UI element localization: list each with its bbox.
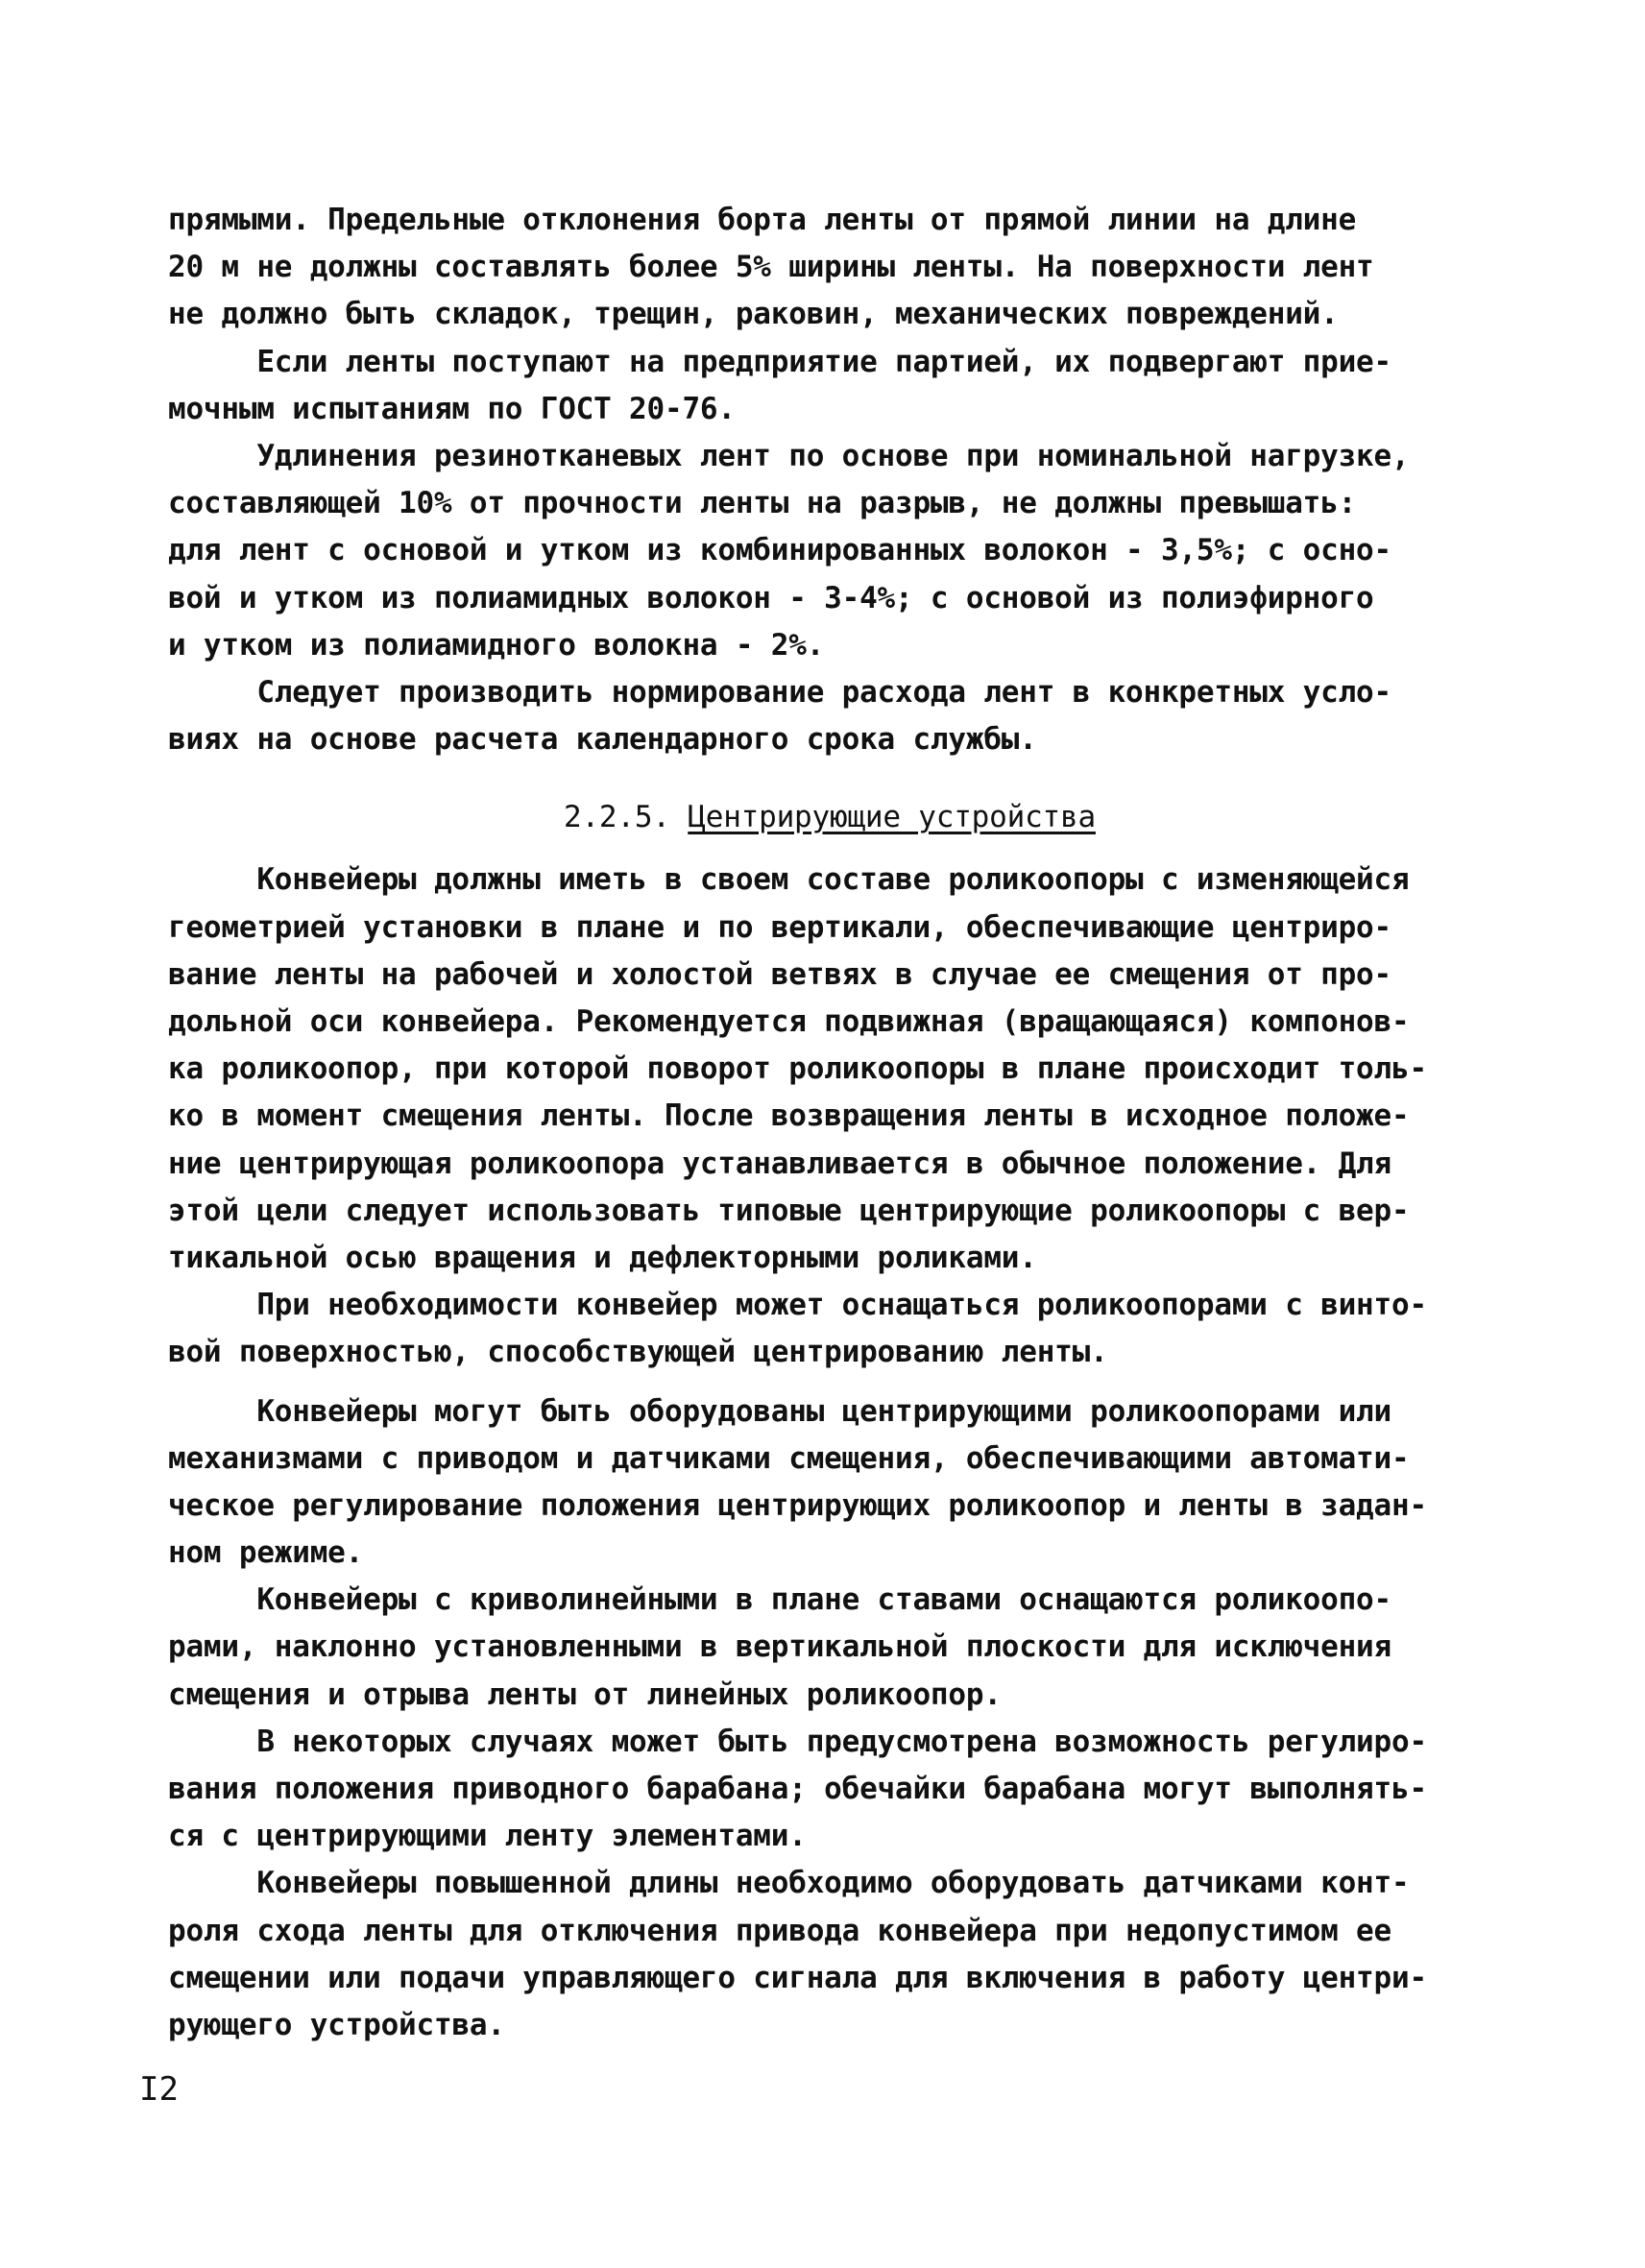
text-line: дольной оси конвейера. Рекомендуется подвижная (вращающаяся) компонов- xyxy=(168,1004,1410,1039)
text-line: вой поверхностью, способствующей центрированию ленты. xyxy=(168,1335,1108,1370)
text-line: смещении или подачи управляющего сигнала для включения в работу центри- xyxy=(168,1960,1427,1995)
text-line: роля схода ленты для отключения привода конвейера при недопустимом ее xyxy=(168,1913,1391,1948)
section-number: 2.2.5. xyxy=(564,800,670,835)
text-line: ном режиме. xyxy=(168,1535,364,1571)
text-line: рами, наклонно установленными в вертикальной плоскости для исключения xyxy=(168,1629,1391,1665)
text-line: рующего устройства. xyxy=(168,2007,505,2042)
text-line: ка роликоопор, при которой поворот роликоопоры в плане происходит толь- xyxy=(168,1051,1427,1087)
text-line: В некоторых случаях может быть предусмотрена возможность регулиро- xyxy=(168,1724,1427,1759)
text-line: мочным испытаниям по ГОСТ 20-76. xyxy=(168,391,736,426)
text-line: не должно быть складок, трещин, раковин, механических повреждений. xyxy=(168,297,1339,332)
text-line: смещения и отрыва ленты от линейных роликоопор. xyxy=(168,1677,1002,1712)
text-line: вание ленты на рабочей и холостой ветвях в случае ее смещения от про- xyxy=(168,956,1391,992)
text-line: вания положения приводного барабана; обечайки барабана могут выполнять- xyxy=(168,1772,1427,1806)
text-line: ние центрирующая роликоопора устанавливается в обычное положение. Для xyxy=(168,1146,1391,1181)
text-line: 20 м не должны составлять более 5% ширины ленты. На поверхности лент xyxy=(168,250,1374,285)
text-line: Следует производить нормирование расхода лент в конкретных усло- xyxy=(168,674,1391,710)
text-line: ческое регулирование положения центрирующих роликоопор и ленты в задан- xyxy=(168,1487,1427,1523)
text-section-centering-1 xyxy=(168,857,1493,1376)
text-line: Конвейеры могут быть оборудованы центрирующими роликоопорами или xyxy=(168,1393,1391,1429)
text-line: прямыми. Предельные отклонения борта ленты от прямой линии на длине xyxy=(168,203,1357,237)
text-line: ко в момент смещения ленты. После возвращения ленты в исходное положе- xyxy=(168,1098,1410,1134)
section-title: Центрирующие устройства xyxy=(688,800,1096,835)
text-line: тикальной осью вращения и дефлекторными роликами. xyxy=(168,1240,1037,1275)
text-line: Если ленты поступают на предприятие партией, их подвергают прие- xyxy=(168,344,1391,379)
text-line: ся с центрирующими ленту элементами. xyxy=(168,1819,807,1854)
page-number: I2 xyxy=(139,2070,179,2109)
section-heading xyxy=(168,794,1493,841)
text-section-belt-requirements xyxy=(168,197,1493,763)
text-line: При необходимости конвейер может оснащаться роликоопорами с винто- xyxy=(168,1288,1427,1323)
text-line: для лент с основой и утком из комбинированных волокон - 3,5%; с осно- xyxy=(168,533,1391,568)
text-line: составляющей 10% от прочности ленты на разрыв, не должны превышать: xyxy=(168,486,1357,521)
text-line: Удлинения резинотканевых лент по основе при номинальной нагрузке, xyxy=(168,438,1410,473)
body-text xyxy=(168,197,1493,2049)
text-line: механизмами с приводом и датчиками смещения, обеспечивающими автомати- xyxy=(168,1440,1410,1476)
text-line: этой цели следует использовать типовые центрирующие роликоопоры с вер- xyxy=(168,1193,1410,1228)
text-line: вой и утком из полиамидных волокон - 3-4%; с основой из полиэфирного xyxy=(168,580,1374,615)
text-line: Конвейеры должны иметь в своем составе роликоопоры с изменяющейся xyxy=(168,862,1410,898)
text-line: Конвейеры с криволинейными в плане ставами оснащаются роликоопо- xyxy=(168,1582,1391,1618)
text-line: геометрией установки в плане и по вертикали, обеспечивающие центриро- xyxy=(168,909,1391,945)
text-line: Конвейеры повышенной длины необходимо оборудовать датчиками конт- xyxy=(168,1866,1410,1901)
text-line: и утком из полиамидного волокна - 2%. xyxy=(168,627,825,663)
text-section-centering-2 xyxy=(168,1388,1493,2050)
text-line: виях на основе расчета календарного срока службы. xyxy=(168,722,1037,758)
